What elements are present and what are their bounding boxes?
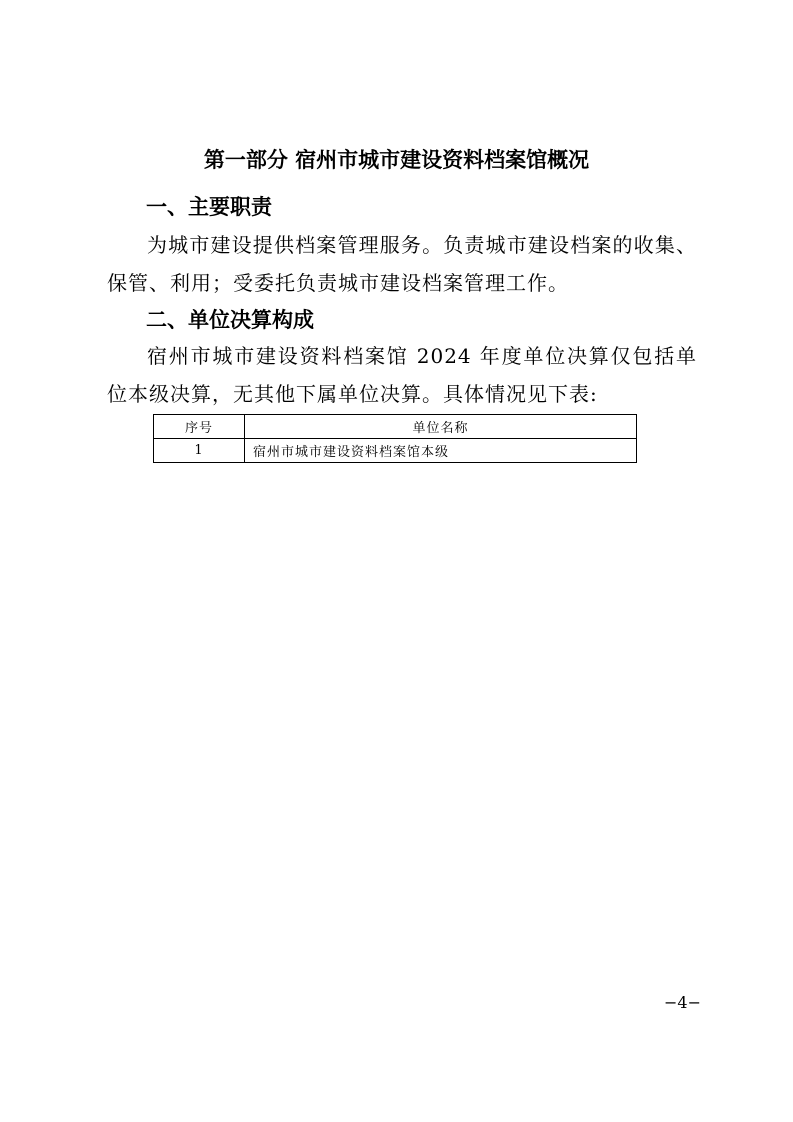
page-number: −4− [664,993,701,1012]
paragraph-responsibilities: 为城市建设提供档案管理服务。负责城市建设档案的收集、保管、利用；受委托负责城市建设档案管理工作。 [107,233,697,295]
unit-table [153,414,637,463]
table-header-row [154,415,637,439]
section-heading-responsibilities: 一、主要职责 [146,195,272,219]
table-cell-number: 1 [154,439,245,463]
section-heading-budget-composition: 二、单位决算构成 [146,308,314,332]
column-header-unit-name: 单位名称 [245,415,637,439]
paragraph-budget-composition: 宿州市城市建设资料档案馆 2024 年度单位决算仅包括单位本级决算，无其他下属单位决算。具体情况见下表: [107,344,697,406]
table-cell-unit-name: 宿州市城市建设资料档案馆本级 [245,439,637,463]
table-row [154,439,637,463]
column-header-number: 序号 [154,415,245,439]
part-title: 第一部分 宿州市城市建设资料档案馆概况 [203,148,590,172]
